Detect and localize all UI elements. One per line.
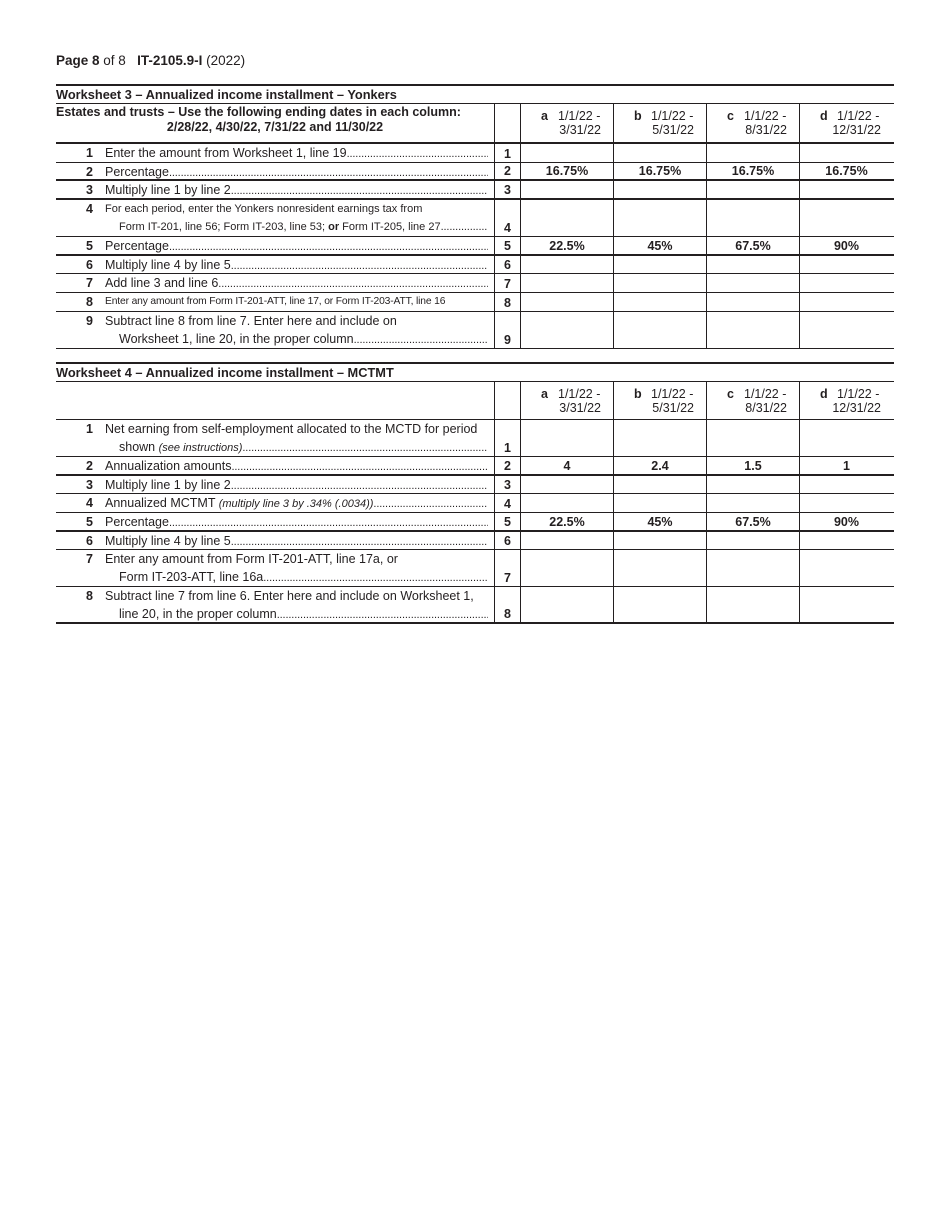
page-total: of 8 [103, 53, 126, 68]
column-a-header: a 1/1/22 - 3/31/22 [521, 104, 614, 142]
ws4-line-4-col-a[interactable] [521, 494, 614, 512]
page-header [56, 53, 245, 68]
ws4-line-5-col-d: 90% [833, 514, 860, 529]
ws4-line-8-col-d[interactable] [800, 587, 893, 622]
ws4-line-8-col-b[interactable] [614, 587, 707, 622]
ws3-line-1-col-d[interactable] [800, 144, 893, 162]
ws4-line-5-col-a: 22.5% [521, 513, 614, 530]
ws4-line-6-col-c[interactable] [707, 532, 800, 550]
worksheet-4-column-header [56, 382, 894, 420]
ws3-line-1: 1 Enter the amount from Worksheet 1, line 19 . . . 1 [56, 144, 894, 163]
worksheet-4-title: Worksheet 4 – Annualized income installment – MCTMT [56, 362, 894, 382]
ws3-line-9-col-a[interactable] [521, 312, 614, 348]
estates-instruction-dates: 2/28/22, 4/30/22, 7/31/22 and 11/30/22 [166, 120, 384, 134]
ws3-line-7-col-c[interactable] [707, 274, 800, 292]
ws4-line-2-col-b: 2.4 [614, 457, 707, 474]
ws4-line-2: 2 Annualization amounts . . . 2 4 2.4 1.5 1 [56, 457, 894, 476]
worksheet-3-column-header [56, 104, 894, 144]
ws4-line-4-col-c[interactable] [707, 494, 800, 512]
ws3-line-3-col-a[interactable] [521, 181, 614, 198]
ws3-line-4: 4 For each period, enter the Yonkers nonresident earnings tax from Form IT-201, line 56; Form IT-203, line 53; or Form IT-205, line 27 . . . 4 [56, 200, 894, 237]
ws3-line-6-col-d[interactable] [800, 256, 893, 274]
ws4-line-1-col-b[interactable] [614, 420, 707, 456]
ws3-line-2: 2 Percentage . . . 2 16.75% 16.75% 16.75% 16.75% [56, 163, 894, 182]
ws3-line-9: 9 Subtract line 8 from line 7. Enter here and include on Worksheet 1, line 20, in the proper column . . . 9 [56, 312, 894, 349]
ws4-line-3-col-d[interactable] [800, 476, 893, 494]
ws4-line-6-col-d[interactable] [800, 532, 893, 550]
ws3-line-9-col-b[interactable] [614, 312, 707, 348]
ws3-line-4-col-b[interactable] [614, 200, 707, 236]
ws3-line-5-col-d: 90% [833, 238, 860, 253]
ws3-line-1-col-b[interactable] [614, 144, 707, 162]
ws4-line-3: 3 Multiply line 1 by line 2 . . . 3 [56, 476, 894, 495]
ws3-line-9-col-d[interactable] [800, 312, 893, 348]
ws4-line-7: 7 Enter any amount from Form IT-201-ATT, line 17a, or Form IT-203-ATT, line 16a . . . 7 [56, 550, 894, 587]
column-a-header: a 1/1/22 - 3/31/22 [521, 382, 614, 419]
ws3-line-4-col-d[interactable] [800, 200, 893, 236]
ws3-line-6-col-b[interactable] [614, 256, 707, 274]
column-d-header: d 1/1/22 - 12/31/22 [820, 387, 881, 415]
ws3-line-6: 6 Multiply line 4 by line 5 . . . 6 [56, 256, 894, 275]
ws4-line-1-col-d[interactable] [800, 420, 893, 456]
ws3-line-8-col-d[interactable] [800, 293, 893, 311]
ws4-line-8-col-a[interactable] [521, 587, 614, 622]
ws3-line-7-col-a[interactable] [521, 274, 614, 292]
ws4-line-4-col-d[interactable] [800, 494, 893, 512]
ws4-line-6-col-a[interactable] [521, 532, 614, 550]
ws3-line-7-col-d[interactable] [800, 274, 893, 292]
ws4-line-1-col-c[interactable] [707, 420, 800, 456]
column-c-header: c 1/1/22 - 8/31/22 [707, 382, 800, 419]
ws4-line-3-col-a[interactable] [521, 476, 614, 494]
ws3-line-2-col-b: 16.75% [614, 163, 707, 180]
ws4-line-6: 6 Multiply line 4 by line 5 . . . 6 [56, 532, 894, 551]
ws3-line-5: 5 Percentage . . . 5 22.5% 45% 67.5% 90% [56, 237, 894, 256]
ws3-line-8: 8 Enter any amount from Form IT-201-ATT, line 17, or Form IT-203-ATT, line 16 8 [56, 293, 894, 312]
ws4-line-5-col-b: 45% [614, 513, 707, 530]
ws3-line-1-col-c[interactable] [707, 144, 800, 162]
ws3-line-9-col-c[interactable] [707, 312, 800, 348]
ws3-line-6-col-a[interactable] [521, 256, 614, 274]
line-number-header [494, 382, 521, 419]
ws3-line-5-col-c: 67.5% [707, 237, 800, 254]
ws3-line-7-col-b[interactable] [614, 274, 707, 292]
ws3-line-4-col-a[interactable] [521, 200, 614, 236]
column-b-header: b 1/1/22 - 5/31/22 [614, 104, 707, 142]
ws3-line-5-col-a: 22.5% [521, 237, 614, 254]
ws4-line-8: 8 Subtract line 7 from line 6. Enter here and include on Worksheet 1, line 20, in the proper column . . . 8 [56, 587, 894, 624]
ws3-line-2-col-c: 16.75% [707, 163, 800, 180]
column-b-header: b 1/1/22 - 5/31/22 [614, 382, 707, 419]
ws4-line-5: 5 Percentage . . . 5 22.5% 45% 67.5% 90% [56, 513, 894, 532]
ws4-line-2-col-d: 1 [843, 458, 850, 473]
ws3-line-7: 7 Add line 3 and line 6 . . . 7 [56, 274, 894, 293]
form-id: IT-2105.9-I [137, 53, 203, 68]
ws3-line-8-col-c[interactable] [707, 293, 800, 311]
ws4-line-2-col-c: 1.5 [707, 457, 800, 474]
form-year: (2022) [206, 53, 246, 68]
estates-instruction-line1: Estates and trusts – Use the following ending dates in each column: [56, 105, 461, 119]
ws4-line-4: 4 Annualized MCTMT (multiply line 3 by .34% (.0034)) . . . 4 [56, 494, 894, 513]
ws4-line-7-col-d[interactable] [800, 550, 893, 586]
ws3-line-8-col-b[interactable] [614, 293, 707, 311]
ws3-line-1-col-a[interactable] [521, 144, 614, 162]
ws3-line-3: 3 Multiply line 1 by line 2 . . . 3 [56, 181, 894, 200]
ws4-line-5-col-c: 67.5% [707, 513, 800, 530]
ws3-line-5-col-b: 45% [614, 237, 707, 254]
worksheet-3-title: Worksheet 3 – Annualized income installment – Yonkers [56, 84, 894, 104]
worksheet-3 [56, 84, 894, 349]
line-number-header [494, 104, 521, 142]
ws4-line-3-col-b[interactable] [614, 476, 707, 494]
worksheet-4 [56, 362, 894, 624]
ws4-line-8-col-c[interactable] [707, 587, 800, 622]
ws3-line-4-col-c[interactable] [707, 200, 800, 236]
page-number: Page 8 [56, 53, 100, 68]
ws4-line-3-col-c[interactable] [707, 476, 800, 494]
estates-instruction [56, 104, 494, 142]
ws3-line-3-col-b[interactable] [614, 181, 707, 198]
ws3-line-3-col-d[interactable] [800, 181, 893, 198]
ws3-line-3-col-c[interactable] [707, 181, 800, 198]
ws3-line-8-col-a[interactable] [521, 293, 614, 311]
ws4-line-7-col-a[interactable] [521, 550, 614, 586]
ws4-line-1: 1 Net earning from self-employment allocated to the MCTD for period shown (see instructions) . . . 1 [56, 420, 894, 457]
ws4-line-2-col-a: 4 [521, 457, 614, 474]
ws4-line-7-col-c[interactable] [707, 550, 800, 586]
ws4-line-7-col-b[interactable] [614, 550, 707, 586]
column-d-header: d 1/1/22 - 12/31/22 [820, 109, 881, 137]
column-c-header: c 1/1/22 - 8/31/22 [707, 104, 800, 142]
ws3-line-2-col-a: 16.75% [521, 163, 614, 180]
ws3-line-2-col-d: 16.75% [825, 164, 868, 179]
ws4-line-1-col-a[interactable] [521, 420, 614, 456]
ws3-line-6-col-c[interactable] [707, 256, 800, 274]
ws4-line-4-col-b[interactable] [614, 494, 707, 512]
ws4-line-6-col-b[interactable] [614, 532, 707, 550]
